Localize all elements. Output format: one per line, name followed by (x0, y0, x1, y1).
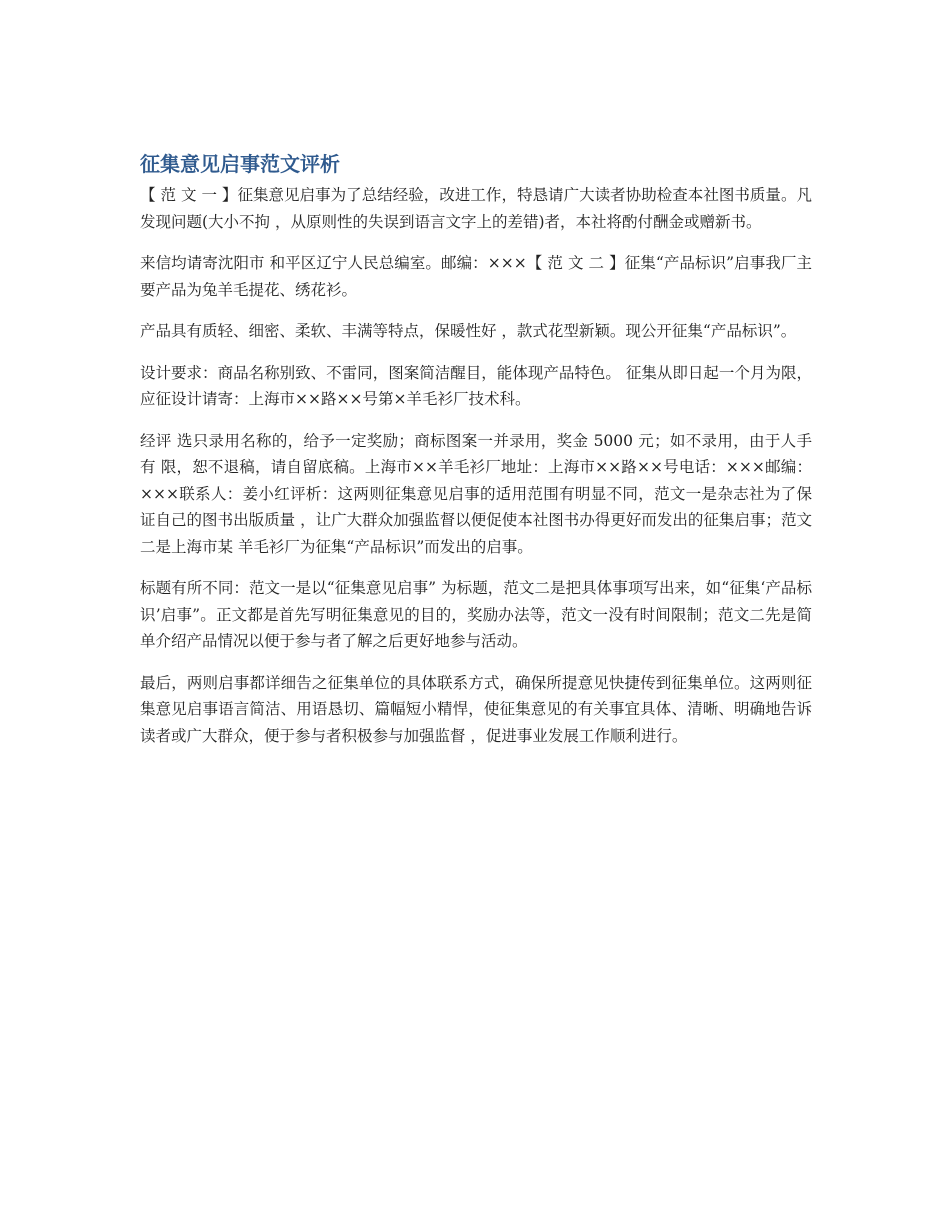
paragraph-6: 标题有所不同：范文一是以“征集意见启事” 为标题，范文二是把具体事项写出来，如“征集‘产品标识’启事”。正文都是首先写明征集意见的目的，奖励办法等，范文一没有时间限制；范文二先是简单介绍产品情况以便于参与者了解之后更好地参与活动。 (140, 579, 812, 650)
document-page (140, 148, 812, 764)
paragraph-5: 经评 选只录用名称的，给予一定奖励；商标图案一并录用，奖金 5000 元；如不录用，由于人手有 限，恕不退稿，请自留底稿。上海市××羊毛衫厂地址：上海市××路××号电话：×××邮编：×××联系人：姜小红评析：这两则征集意见启事的适用范围有明显不同，范文一是杂志社为了保证自己的图书出版质量 ，让广大群众加强监督以便促使本社图书办得更好而发出的征集启事；范文二是上海市某 羊毛衫厂为征集“产品标识”而发出的启事。 (140, 431, 812, 556)
paragraph-7: 最后，两则启事都详细告之征集单位的具体联系方式，确保所提意见快捷传到征集单位。这两则征集意见启事语言简洁、用语恳切、篇幅短小精悍，使征集意见的有关事宜具体、清晰、明确地告诉读者或广大群众，便于参与者积极参与加强监督 ，促进事业发展工作顺利进行。 (140, 673, 812, 745)
paragraph-2: 来信均请寄沈阳市 和平区辽宁人民总编室。邮编：×××【 范 文 二 】征集“产品标识”启事我厂主要产品为兔羊毛提花、绣花衫。 (140, 254, 812, 299)
paragraph-1: 【 范 文 一 】征集意见启事为了总结经验，改进工作，特恳请广大读者协助检查本社图书质量。凡发现问题(大小不拘 ，从原则性的失误到语言文字上的差错)者，本社将酌付酬金或赠新书。 (140, 186, 812, 231)
paragraph-3: 产品具有质轻、细密、柔软、丰满等特点，保暖性好 ，款式花型新颖。现公开征集“产品标识”。 (140, 322, 797, 340)
paragraph-4: 设计要求：商品名称别致、不雷同，图案简洁醒目，能体现产品特色。 征集从即日起一个月为限，应征设计请寄：上海市××路××号第×羊毛衫厂技术科。 (140, 363, 812, 408)
document-title: 征集意见启事范文评析 (140, 152, 340, 176)
